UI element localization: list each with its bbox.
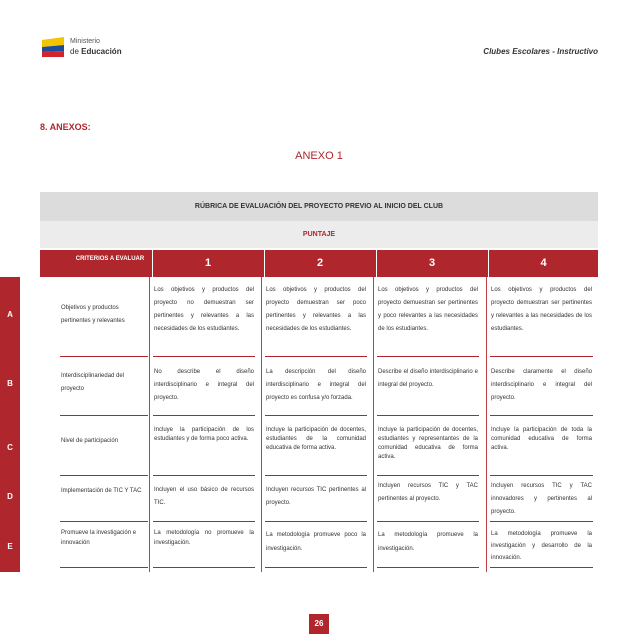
criterion-cell: Interdisciplinariedad del proyecto: [60, 370, 148, 416]
ecuador-flag-icon: [40, 36, 66, 58]
score-1-cell: Incluyen el uso básico de recursos TIC.: [153, 480, 255, 522]
score-4-cell: Incluyen recursos TIC y TAC innovadores y pertinentes al proyecto.: [490, 480, 593, 522]
score-4-cell: Describe claramente el diseño interdisciplinario e integral del proyecto.: [490, 366, 593, 416]
table-row: [58, 426, 598, 476]
table-row: [58, 528, 598, 568]
page-number: 26: [309, 614, 329, 634]
score-2-cell: Incluyen recursos TIC pertinentes al proyecto.: [265, 480, 367, 522]
column-divider: [486, 277, 487, 572]
row-letter-column: [0, 277, 20, 572]
column-divider: [373, 277, 374, 572]
row-letter-a: A: [7, 310, 13, 319]
score-2-cell: La descripción del diseño interdisciplinario e integral del proyecto es confusa y/o forzada.: [265, 366, 367, 416]
row-letter-b: B: [7, 379, 13, 388]
column-divider: [149, 277, 150, 572]
score-1-cell: Incluye la participación de los estudiantes y de forma poco activa.: [153, 426, 255, 476]
document-header-title: Clubes Escolares - Instructivo: [483, 47, 598, 56]
table-title: RÚBRICA DE EVALUACIÓN DEL PROYECTO PREVIO AL INICIO DEL CLUB: [194, 203, 444, 210]
score-3-cell: Describe el diseño interdisciplinario e integral del proyecto.: [377, 366, 479, 416]
criterion-cell: Promueve la investigación e innovación: [60, 528, 148, 568]
criteria-header: CRITERIOS A EVALUAR: [75, 256, 145, 262]
row-letter-d: D: [7, 492, 13, 501]
score-2-cell: La metodología promueve poco la investigación.: [265, 528, 367, 568]
table-row: [58, 366, 598, 416]
score-header-3: 3: [428, 257, 436, 269]
criterion-cell: Implementación de TIC Y TAC: [60, 485, 148, 522]
ministry-logo: [40, 36, 130, 60]
score-3-cell: Los objetivos y productos del proyecto demuestran ser pertinentes y poco relevantes a las necesidades de los estudiantes.: [377, 284, 479, 357]
score-1-cell: La metodología no promueve la investigación.: [153, 528, 255, 568]
table-title-band: [40, 192, 598, 221]
score-label: PUNTAJE: [302, 231, 336, 238]
score-1-cell: No describe el diseño interdisciplinario e integral del proyecto.: [153, 366, 255, 416]
score-3-cell: Incluye la participación de docentes, estudiantes y representantes de la comunidad educativa de forma activa.: [377, 426, 479, 476]
score-3-cell: La metodología promueve la investigación.: [377, 528, 479, 568]
logo-line2: de Educación: [70, 47, 122, 56]
column-divider: [261, 277, 262, 572]
score-4-cell: La metodología promueve la investigación y desarrollo de la innovación.: [490, 528, 593, 568]
row-letter-c: C: [7, 443, 13, 452]
table-row: [58, 284, 598, 357]
score-1-cell: Los objetivos y productos del proyecto no demuestran ser pertinentes y relevantes a las necesidades de los estudiantes.: [153, 284, 255, 357]
score-2-cell: Los objetivos y productos del proyecto demuestran ser poco pertinentes y relevantes a las necesidades de los estudiantes.: [265, 284, 367, 357]
row-letter-e: E: [7, 542, 13, 551]
score-header-4: 4: [540, 257, 547, 269]
criterion-cell: Objetivos y productos pertinentes y relevantes: [60, 302, 148, 357]
table-header-row: [40, 250, 598, 277]
table-row: [58, 480, 598, 522]
score-header-1: 1: [204, 257, 212, 269]
score-header-2: 2: [316, 257, 324, 269]
score-2-cell: Incluye la participación de docentes, estudiantes de la comunidad educativa de forma activa.: [265, 426, 367, 476]
logo-line1: Ministerio: [70, 38, 100, 45]
section-title: 8. ANEXOS:: [40, 122, 91, 132]
annex-title: ANEXO 1: [295, 150, 343, 162]
score-band: [40, 221, 598, 248]
score-4-cell: Incluye la participación de toda la comunidad educativa de forma activa.: [490, 426, 593, 476]
score-4-cell: Los objetivos y productos del proyecto demuestran ser pertinentes y relevantes a las necesidades de los estudiantes.: [490, 284, 593, 357]
score-3-cell: Incluyen recursos TIC y TAC pertinentes al proyecto.: [377, 480, 479, 522]
criterion-cell: Nivel de participación: [60, 435, 148, 476]
